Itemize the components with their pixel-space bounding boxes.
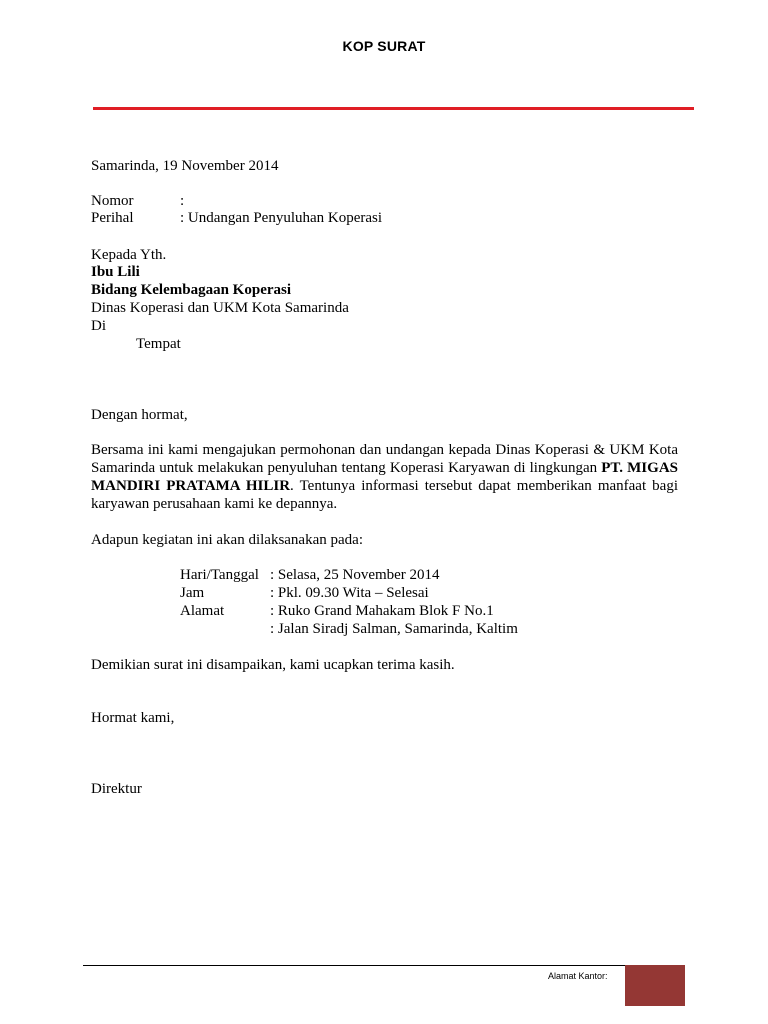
- company-name: PT. MIGAS MANDIRI PRATAMA HILIR: [91, 460, 678, 494]
- recipient-tempat: Tempat: [136, 336, 181, 352]
- schedule-label: Jam: [180, 585, 205, 601]
- body-paragraph: [91, 441, 678, 513]
- recipient-office: Dinas Koperasi dan UKM Kota Samarinda: [91, 300, 349, 316]
- schedule-label: Hari/Tanggal: [180, 567, 259, 583]
- greeting: Dengan hormat,: [91, 407, 188, 423]
- nomor-value: :: [180, 193, 185, 209]
- schedule-value: : Selasa, 25 November 2014: [270, 567, 440, 583]
- footer-color-block: [625, 965, 685, 1006]
- letterhead-divider: [93, 107, 694, 110]
- body-text-2: . Tentunya informasi tersebut dapat memberikan manfaat bagi karyawan perusahaan kami ke depannya.: [91, 478, 678, 512]
- recipient-di: Di: [91, 318, 106, 334]
- recipient-salutation: Kepada Yth.: [91, 247, 167, 263]
- perihal-value: : Undangan Penyuluhan Koperasi: [180, 210, 383, 226]
- footer-address-label: Alamat Kantor:: [548, 971, 608, 981]
- footer-divider: [83, 965, 683, 966]
- regards: Hormat kami,: [91, 710, 175, 726]
- schedule-value: : Pkl. 09.30 Wita – Selesai: [270, 585, 429, 601]
- perihal-label: Perihal: [91, 210, 134, 226]
- schedule-label: Alamat: [180, 603, 225, 619]
- signer-title: Direktur: [91, 781, 142, 797]
- schedule-value: : Ruko Grand Mahakam Blok F No.1: [270, 603, 494, 619]
- body-text-1: Bersama ini kami mengajukan permohonan dan undangan kepada Dinas Koperasi & UKM Kota Samarinda untuk melakukan penyuluhan tentang Koperasi Karyawan di lingkungan: [91, 442, 678, 476]
- recipient-name: Ibu Lili: [91, 264, 140, 280]
- letterhead-title: KOP SURAT: [342, 38, 426, 54]
- recipient-division: Bidang Kelembagaan Koperasi: [91, 282, 292, 298]
- schedule-intro: Adapun kegiatan ini akan dilaksanakan pada:: [91, 532, 363, 548]
- place-date: Samarinda, 19 November 2014: [91, 158, 279, 174]
- schedule-value: : Jalan Siradj Salman, Samarinda, Kaltim: [270, 621, 518, 637]
- closing-sentence: Demikian surat ini disampaikan, kami ucapkan terima kasih.: [91, 657, 455, 673]
- nomor-label: Nomor: [91, 193, 134, 209]
